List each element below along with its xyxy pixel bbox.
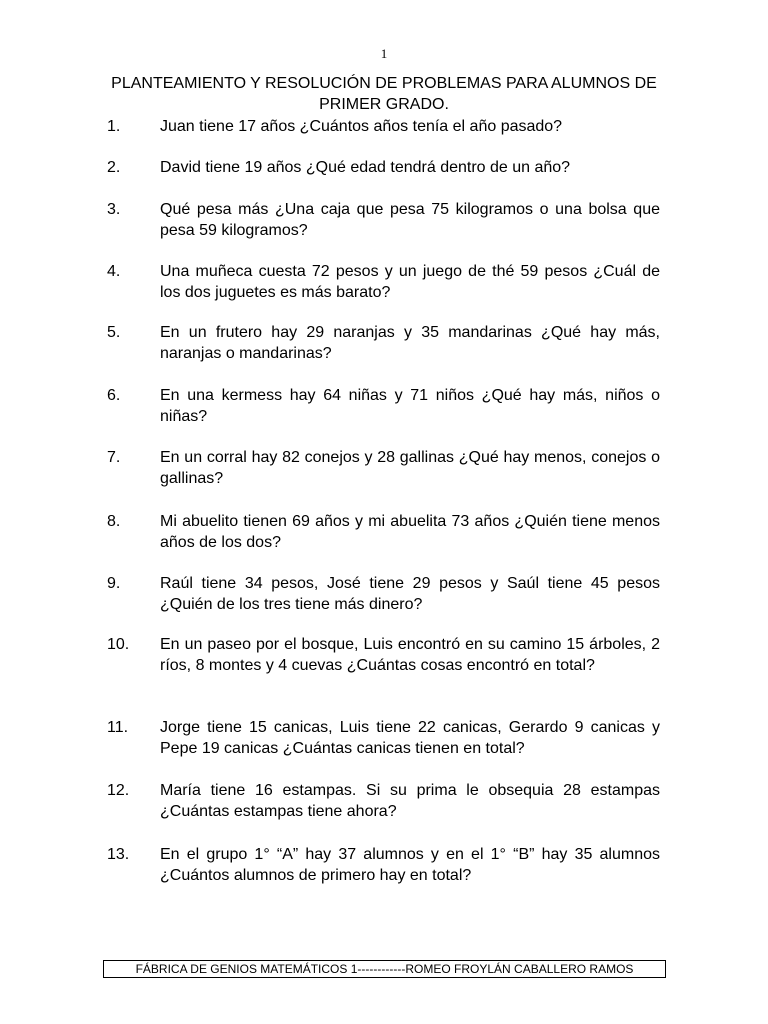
problem-text: En un paseo por el bosque, Luis encontró en su camino 15 árboles, 2 ríos, 8 montes y 4 cuevas ¿Cuántas cosas encontró en total? bbox=[160, 636, 660, 674]
problem-number: 10. bbox=[107, 636, 130, 653]
problem-number: 2. bbox=[107, 159, 121, 176]
problem-number: 4. bbox=[107, 263, 121, 280]
page-title: PLANTEAMIENTO Y RESOLUCIÓN DE PROBLEMAS PARA ALUMNOS DE PRIMER GRADO. bbox=[111, 75, 657, 113]
problem-text: Mi abuelito tienen 69 años y mi abuelita 73 años ¿Quién tiene menos años de los dos? bbox=[160, 513, 660, 551]
problem-text: En un frutero hay 29 naranjas y 35 mandarinas ¿Qué hay más, naranjas o mandarinas? bbox=[160, 324, 660, 362]
problem-text: En un corral hay 82 conejos y 28 gallinas ¿Qué hay menos, conejos o gallinas? bbox=[160, 449, 660, 487]
page-number: 1 bbox=[380, 46, 388, 61]
problem-number: 11. bbox=[107, 719, 129, 736]
problem-number: 12. bbox=[107, 782, 130, 799]
problem-text: Qué pesa más ¿Una caja que pesa 75 kilogramos o una bolsa que pesa 59 kilogramos? bbox=[160, 201, 660, 239]
problem-number: 13. bbox=[107, 846, 130, 863]
problem-text: Juan tiene 17 años ¿Cuántos años tenía el año pasado? bbox=[160, 118, 563, 135]
problem-text: Una muñeca cuesta 72 pesos y un juego de thé 59 pesos ¿Cuál de los dos juguetes es más barato? bbox=[160, 263, 660, 301]
page-footer: FÁBRICA DE GENIOS MATEMÁTICOS 1------------ROMEO FROYLÁN CABALLERO RAMOS bbox=[103, 960, 666, 978]
problem-text: Jorge tiene 15 canicas, Luis tiene 22 canicas, Gerardo 9 canicas y Pepe 19 canicas ¿Cuántas canicas tienen en total? bbox=[160, 719, 660, 757]
problem-number: 6. bbox=[107, 387, 121, 404]
problem-text: En una kermess hay 64 niñas y 71 niños ¿Qué hay más, niños o niñas? bbox=[160, 387, 660, 425]
problem-number: 5. bbox=[107, 324, 121, 341]
problem-number: 9. bbox=[107, 575, 121, 592]
problem-text: En el grupo 1° “A” hay 37 alumnos y en el 1° “B” hay 35 alumnos ¿Cuántos alumnos de primero hay en total? bbox=[160, 846, 660, 884]
problem-text: María tiene 16 estampas. Si su prima le obsequia 28 estampas ¿Cuántas estampas tiene ahora? bbox=[160, 782, 660, 820]
problem-number: 7. bbox=[107, 449, 121, 466]
problem-number: 1. bbox=[107, 118, 121, 135]
problem-text: Raúl tiene 34 pesos, José tiene 29 pesos y Saúl tiene 45 pesos ¿Quién de los tres tiene más dinero? bbox=[160, 575, 660, 613]
problem-text: David tiene 19 años ¿Qué edad tendrá dentro de un año? bbox=[160, 159, 571, 176]
problem-number: 3. bbox=[107, 201, 121, 218]
problem-number: 8. bbox=[107, 513, 121, 530]
